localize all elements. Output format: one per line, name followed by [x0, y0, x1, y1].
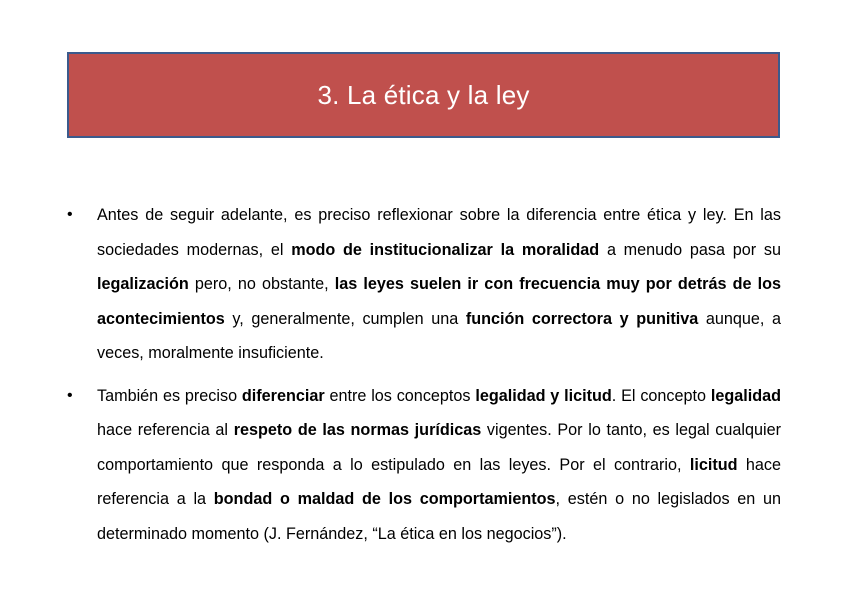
bold-text-run: legalidad — [710, 386, 781, 405]
bullet-marker: • — [67, 206, 73, 223]
bullet-marker: • — [67, 386, 73, 404]
bold-text-run: respeto de las normas jurídicas — [233, 421, 482, 439]
text-run: , estén o no legislados en un determinado momento (J. Fernández, “La ética en los negocios”). — [97, 490, 782, 543]
text-run: aunque, a veces, moralmente insuficiente. — [97, 309, 781, 362]
text-run: entre los conceptos — [324, 386, 476, 405]
text-run: También es preciso — [97, 386, 242, 405]
text-run: y, generalmente, cumplen una — [224, 309, 466, 328]
bold-text-run: licitud — [689, 455, 738, 474]
bullet-text — [97, 379, 781, 552]
bold-text-run: legalidad y licitud — [475, 386, 612, 405]
bold-text-run: legalización — [97, 275, 189, 293]
text-run: a menudo pasa por su — [599, 240, 781, 259]
text-run: Antes de seguir adelante, es preciso reflexionar sobre la diferencia entre ética y ley. En las sociedades modernas, el — [97, 206, 781, 259]
bold-text-run: función correctora y punitiva — [465, 309, 699, 328]
text-run: hace referencia a la — [97, 455, 781, 508]
slide-title-box — [67, 52, 780, 138]
bold-text-run: diferenciar — [241, 386, 325, 405]
bullet-text — [97, 198, 781, 371]
slide-title: 3. La ética y la ley — [317, 79, 530, 110]
bullet-item — [67, 198, 781, 371]
text-run: . El concepto — [611, 386, 711, 405]
slide-content — [67, 198, 781, 559]
text-run: pero, no obstante, — [188, 275, 335, 293]
text-run: vigentes. Por lo tanto, es legal cualquier comportamiento que responda a lo estipulado en las leyes. Por el contrario, — [97, 421, 781, 474]
bullet-item — [67, 379, 781, 552]
text-run: hace referencia al — [97, 421, 234, 439]
bold-text-run: bondad o maldad de los comportamientos — [213, 490, 556, 508]
bold-text-run: las leyes suelen ir con frecuencia muy por detrás de los acontecimientos — [97, 275, 781, 328]
bold-text-run: modo de institucionalizar la moralidad — [291, 240, 600, 259]
